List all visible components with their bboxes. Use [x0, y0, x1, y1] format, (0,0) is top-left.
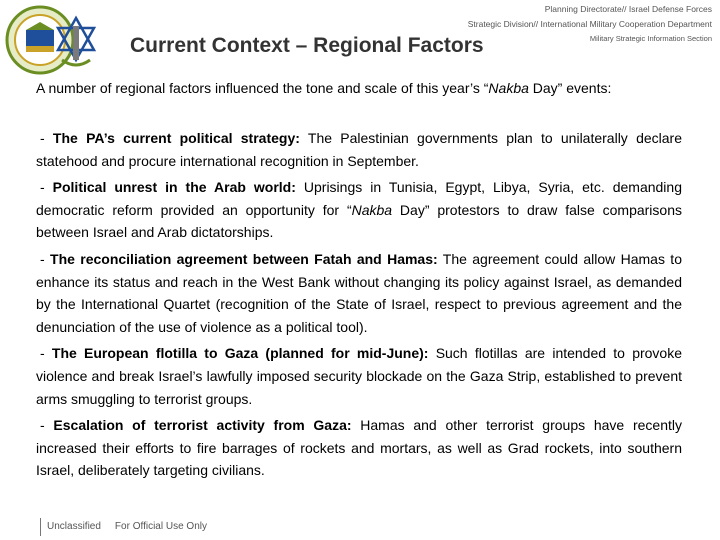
bullet-lead: The European flotilla to Gaza (planned for mid-June): [51, 345, 429, 362]
footer-marking: For Official Use Only [114, 521, 207, 532]
bullet-dash: - [40, 345, 52, 362]
footer [40, 518, 207, 536]
bullet-item-flotilla [36, 342, 682, 410]
bullet-lead: Escalation of terrorist activity from Gaza: [53, 417, 352, 434]
bullet-dash: - [40, 250, 51, 267]
bullet-lead: Political unrest in the Arab world: [52, 179, 296, 196]
intro-paragraph [36, 78, 686, 98]
intro-text-italic: Nakba [488, 80, 529, 96]
intro-text-before: A number of regional factors influenced the tone and scale of this year’s “ [36, 80, 489, 96]
bullet-dash: - [40, 179, 53, 196]
header-division: Strategic Division// International Military Cooperation Department [467, 19, 712, 29]
bullet-text: The Palestinian governments plan to unilaterally declare statehood and procure international recognition in September. [36, 130, 682, 169]
footer-classification: Unclassified [47, 521, 101, 532]
bullet-lead: The reconciliation agreement between Fatah and Hamas: [50, 250, 438, 267]
bullet-lead: The PA’s current political strategy: [52, 130, 300, 146]
bullet-text: Such flotillas are intended to provoke violence and break Israel’s lawfully imposed security blockade on the Gaza Strip, established to prevent arms smuggling to terrorist groups. [36, 345, 682, 407]
logos [4, 4, 124, 76]
header-directorate: Planning Directorate// Israel Defense Forces [544, 4, 712, 14]
bullet-text-italic: Nakba [351, 201, 393, 218]
page-title: Current Context – Regional Factors [130, 34, 484, 57]
bullet-text: Hamas and other terrorist groups have recently increased their efforts to fire barrages of rockets and mortars, as well as Grad rockets, into southern Israel, deliberately targeting civilians. [36, 417, 682, 479]
bullet-text-after: Day” protestors to draw false comparisons between Israel and Arab dictatorships. [36, 201, 682, 241]
bullet-item-pa-strategy [36, 127, 682, 172]
bullet-item-gaza-escalation [36, 414, 682, 482]
bullet-dash: - [40, 417, 54, 434]
bullet-text-before: Uprisings in Tunisia, Egypt, Libya, Syria, etc. demanding democratic reform provided an opportunity for “ [36, 179, 682, 218]
bullet-item-reconciliation [36, 248, 682, 338]
bullet-dash: - [40, 130, 53, 146]
header-section: Military Strategic Information Section [589, 34, 712, 43]
bullet-list [36, 127, 682, 486]
bullet-item-arab-unrest [36, 176, 682, 244]
bullet-text: The agreement could allow Hamas to enhance its status and reach in the West Bank without changing its policy against Israel, as demanded by the International Quartet (recognition of the State of Israel, respect to previous agreement and the denunciation of the use of violence as a political tool). [36, 250, 682, 335]
intro-text-after: Day” events: [528, 80, 612, 96]
